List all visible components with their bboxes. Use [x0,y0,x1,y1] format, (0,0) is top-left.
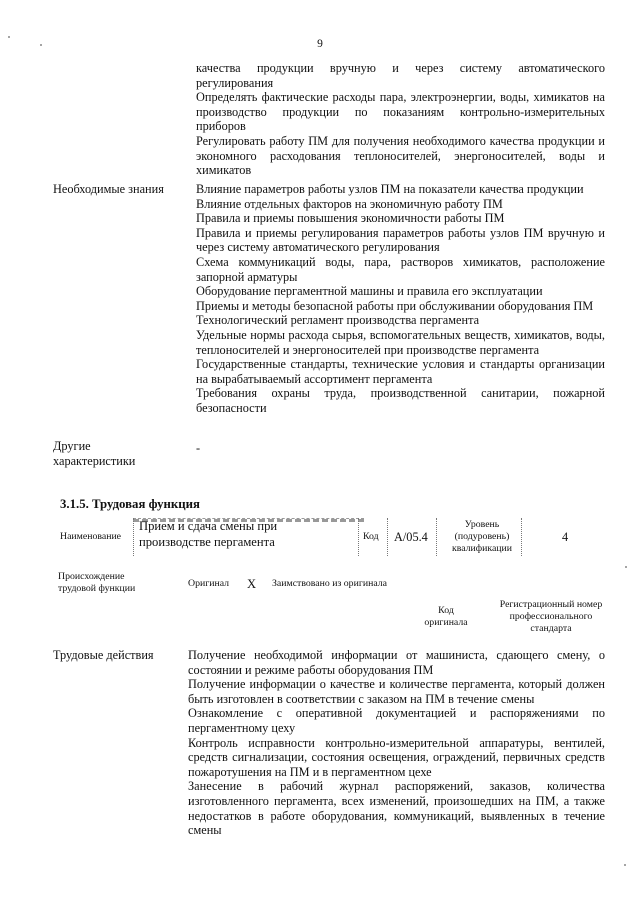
list-item: Влияние отдельных факторов на экономичную работу ПМ [196,196,503,211]
skills-continuation [196,61,605,178]
section-heading: 3.1.5. Трудовая функция [60,497,200,511]
code-label: Код [363,531,379,542]
scan-speck [624,864,626,866]
scan-speck [8,36,10,38]
borrowed-label: Заимствовано из оригинала [272,578,387,589]
list-item: Правила и приемы повышения экономичности работы ПМ [196,211,505,226]
list-item: Приемы и методы безопасной работы при обслуживании оборудования ПМ [196,298,594,313]
list-item: Регулировать работу ПМ для получения необходимого качества продукции и экономного расходования теплоносителей, энергоносителей, воды и химикатов [196,133,605,178]
list-item: Оборудование пергаментной машины и правила его эксплуатации [196,284,543,299]
actions-list [188,648,605,838]
knowledge-label: Необходимые знания [53,182,164,196]
original-mark: X [247,577,257,591]
function-name: Прием и сдача смены при производстве пергамента [139,519,278,549]
origin-label: Происхождение трудовой функции [58,571,136,594]
other-characteristics-value: - [196,441,201,455]
list-item: Правила и приемы регулирования параметров работы узлов ПМ вручную и через систему автоматического регулирования [196,225,605,255]
knowledge-list [196,182,605,416]
list-item: Получение необходимой информации от машиниста, сдающего смену, о состоянии и режиме работы оборудования ПМ [188,648,605,677]
scan-speck [625,566,627,568]
list-item: Государственные стандарты, технические условия и стандарты организации на вырабатываемый ассортимент пергамента [196,357,605,386]
list-item: Занесение в рабочий журнал распоряжений, заказов, количества изготовленного пергамента, всех изменений, произошедших на ПМ, а также недостатков в работе оборудования, коммуникаций, выявленных в течение смены [188,779,605,838]
list-item: Удельные нормы расхода сырья, вспомогательных веществ, химикатов, воды, теплоносителей и энергоносителей при производстве пергамента [196,327,605,357]
registration-caption: Регистрационный номер профессионального стандарта [499,599,603,634]
other-characteristics-label: Другие характеристики [53,439,136,468]
list-item: качества продукции вручную и через систему автоматического регулирования [196,61,605,90]
list-item: Ознакомление с оперативной документацией и распоряжениями по пергаментному цеху [188,706,605,735]
list-item: Технологический регламент производства пергамента [196,313,480,328]
list-item: Влияние параметров работы узлов ПМ на показатели качества продукции [196,182,584,196]
level-value: 4 [562,530,569,544]
code-caption: Код оригинала [424,605,468,628]
scan-speck [40,44,42,46]
code-value: А/05.4 [394,530,428,544]
page-number: 9 [317,38,323,50]
list-item: Контроль исправности контрольно-измерительной аппаратуры, вентилей, средств сигнализации, состояния освещения, ограждений, первичных средств пожаротушения на ПМ и в пергаментном цехе [188,735,605,779]
name-label: Наименование [60,531,122,542]
list-item: Определять фактические расходы пара, электроэнергии, воды, химикатов на производство продукции по показаниям контрольно-измерительных приборов [196,90,605,134]
list-item: Требования охраны труда, производственной санитарии, пожарной безопасности [196,386,605,415]
level-label: Уровень (подуровень) квалификации [451,519,513,554]
list-item: Получение информации о качестве и количестве пергамента, который должен быть изготовлен в соответствии с заказом на ПМ в течение смены [188,677,605,706]
list-item: Схема коммуникаций воды, пара, растворов химикатов, расположение запорной арматуры [196,254,605,284]
original-label: Оригинал [188,578,230,589]
actions-label: Трудовые действия [53,648,154,662]
